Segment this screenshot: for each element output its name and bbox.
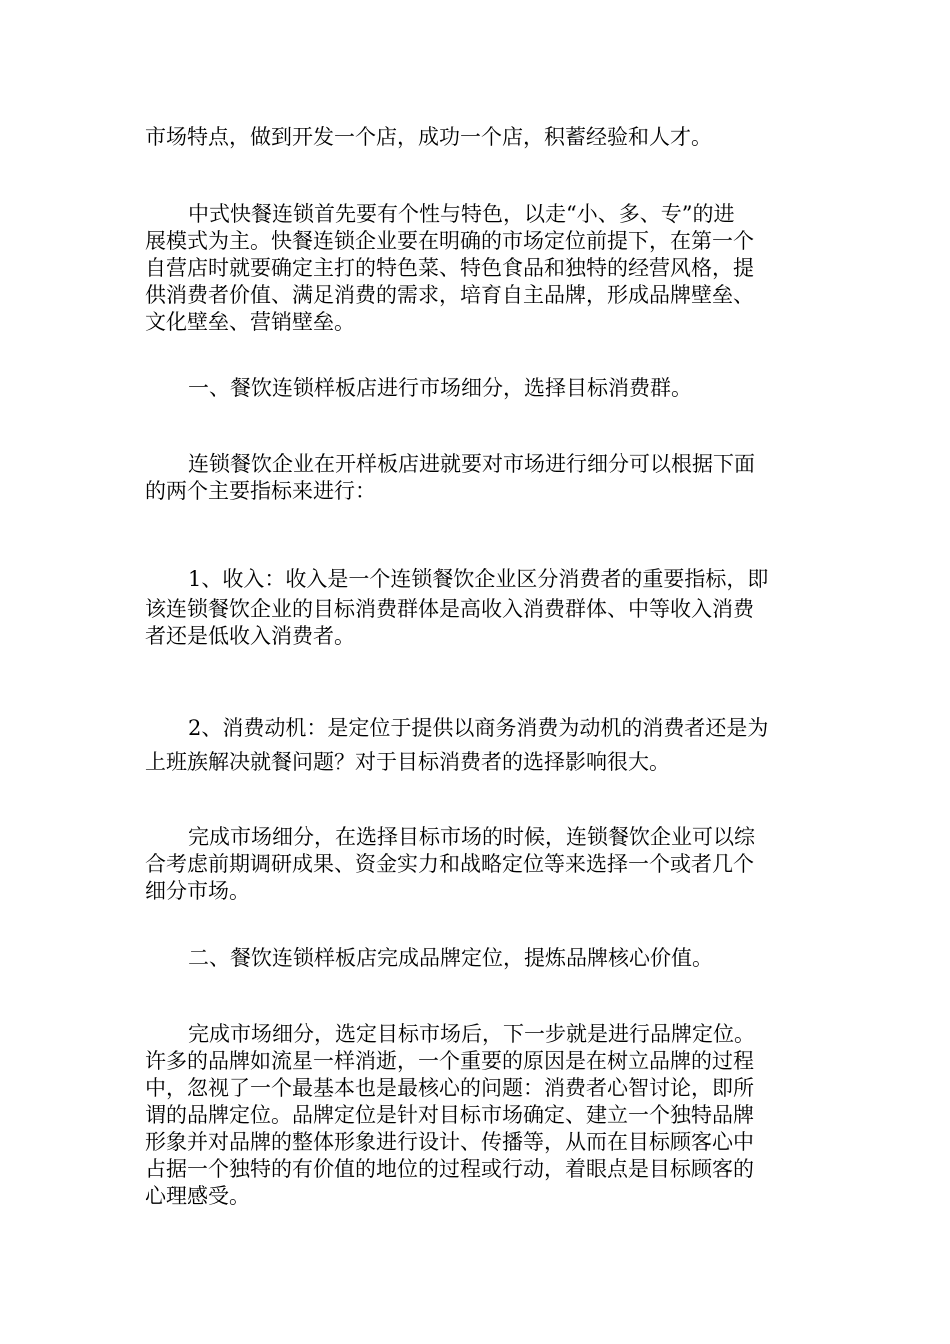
section-heading-two (145, 945, 807, 972)
paragraph-market-features (145, 124, 807, 151)
paragraph-target-market (145, 824, 807, 905)
paragraph-market-segmentation (145, 451, 807, 505)
text-line: 占据一个独特的有价值的地位的过程或行动，着眼点是目标顾客的 (145, 1157, 754, 1181)
text-line: 心理感受。 (145, 1184, 250, 1208)
text-line: 许多的品牌如流星一样消逝，一个重要的原因是在树立品牌的过程 (145, 1049, 754, 1073)
text-line: 形象并对品牌的整体形象进行设计、传播等，从而在目标顾客心中 (145, 1130, 754, 1154)
text-line: 者还是低收入消费者。 (145, 624, 355, 648)
text-line: 中式快餐连锁首先要有个性与特色，以走“小、多、专”的进 (188, 202, 735, 226)
text-line: 供消费者价值、满足消费的需求，培育自主品牌，形成品牌壁垒、 (145, 283, 754, 307)
text-line: 上班族解决就餐问题？对于目标消费者的选择影响很大。 (145, 750, 670, 774)
text-line: 1、收入：收入是一个连锁餐饮企业区分消费者的重要指标，即 (188, 567, 769, 591)
text-line: 连锁餐饮企业在开样板店进就要对市场进行细分可以根据下面 (188, 452, 755, 476)
text-line: 合考虑前期调研成果、资金实力和战略定位等来选择一个或者几个 (145, 852, 754, 876)
text-line: 中，忽视了一个最基本也是最核心的问题：消费者心智讨论，即所 (145, 1076, 754, 1100)
text-line: 细分市场。 (145, 879, 250, 903)
paragraph-chinese-fast-food (145, 201, 807, 336)
text-line: 2、消费动机：是定位于提供以商务消费为动机的消费者还是为 (188, 716, 769, 740)
text-line: 一、餐饮连锁样板店进行市场细分，选择目标消费群。 (188, 376, 692, 400)
list-item-motivation (145, 711, 807, 779)
text-line: 二、餐饮连锁样板店完成品牌定位，提炼品牌核心价值。 (188, 946, 713, 970)
text-line: 谓的品牌定位。品牌定位是针对目标市场确定、建立一个独特品牌 (145, 1103, 754, 1127)
text-line: 完成市场细分，在选择目标市场的时候，连锁餐饮企业可以综 (188, 825, 755, 849)
text-line: 自营店时就要确定主打的特色菜、特色食品和独特的经营风格，提 (145, 256, 754, 280)
text-line: 文化壁垒、营销壁垒。 (145, 310, 355, 334)
text-line: 的两个主要指标来进行： (145, 479, 376, 503)
text-line: 完成市场细分，选定目标市场后，下一步就是进行品牌定位。 (188, 1022, 755, 1046)
text-line: 该连锁餐饮企业的目标消费群体是高收入消费群体、中等收入消费 (145, 597, 754, 621)
text-line: 市场特点，做到开发一个店，成功一个店，积蓄经验和人才。 (145, 125, 712, 149)
text-line: 展模式为主。快餐连锁企业要在明确的市场定位前提下，在第一个 (145, 229, 754, 253)
section-heading-one (145, 375, 807, 402)
paragraph-brand-positioning (145, 1021, 807, 1210)
list-item-income (145, 564, 807, 651)
